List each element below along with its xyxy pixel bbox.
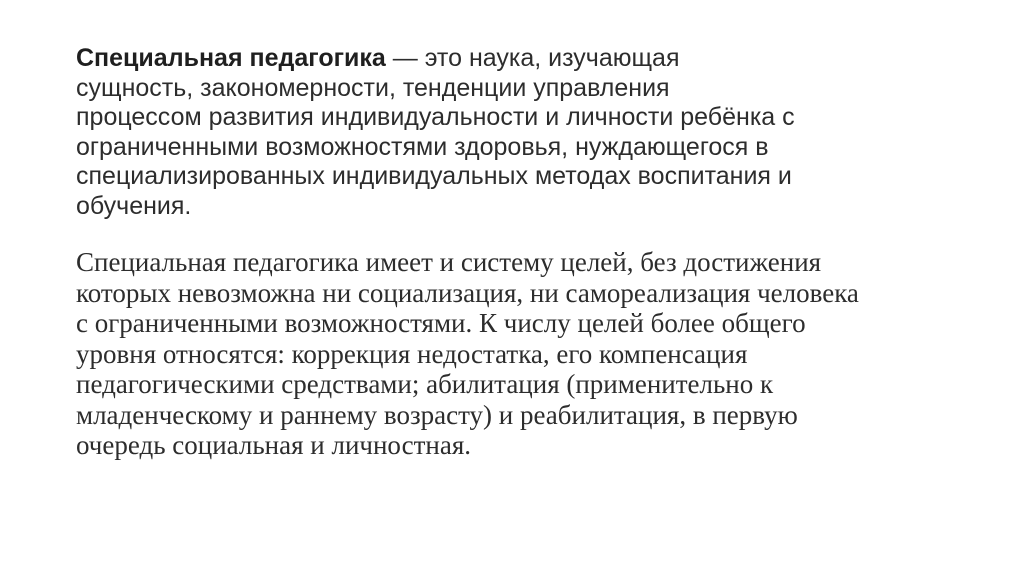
- goals-line-5: педагогическими средствами; абилитация (применительно к: [76, 369, 774, 399]
- goals-line-7: очередь социальная и личностная.: [76, 430, 471, 460]
- definition-line-2: сущность, закономерности, тенденции управления: [76, 73, 670, 102]
- definition-line-6: обучения.: [76, 191, 192, 220]
- goals-line-2: которых невозможна ни социализация, ни самореализация человека: [76, 277, 859, 308]
- goals-paragraph: [76, 247, 976, 461]
- definition-line-3: процессом развития индивидуальности и личности ребёнка с: [76, 103, 795, 131]
- definition-term: Специальная педагогика: [76, 44, 386, 72]
- goals-line-1: Специальная педагогика имеет и систему целей, без достижения: [76, 247, 822, 277]
- definition-line-1: [76, 44, 976, 74]
- goals-line-6: младенческому и раннему возрасту) и реабилитация, в первую: [76, 399, 798, 430]
- definition-line-5: специализированных индивидуальных методах воспитания и: [76, 162, 792, 190]
- definition-line-4: ограниченными возможностями здоровья, нуждающегося в: [76, 132, 769, 161]
- goals-line-3: с ограниченными возможностями. К числу целей более общего: [76, 308, 806, 338]
- definition-paragraph: [76, 44, 976, 221]
- definition-line-1-rest: — это наука, изучающая: [385, 44, 680, 72]
- goals-line-4: уровня относятся: коррекция недостатка, его компенсация: [76, 338, 748, 369]
